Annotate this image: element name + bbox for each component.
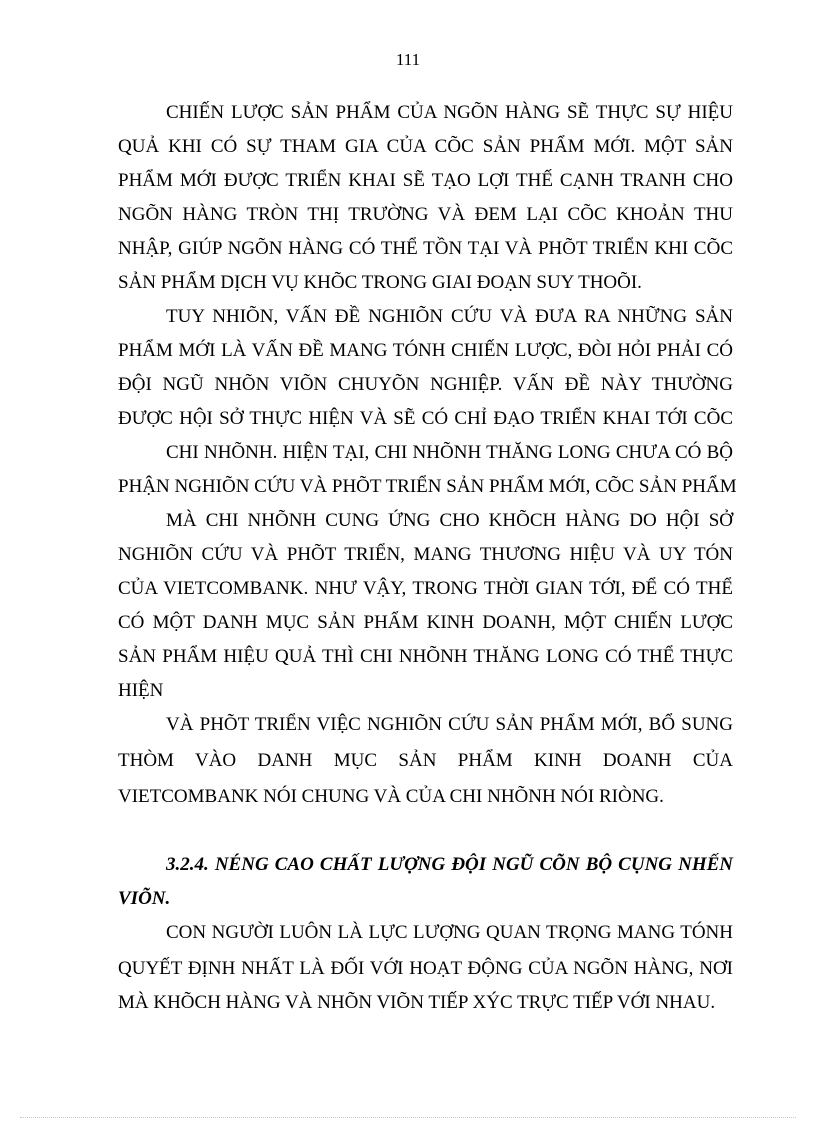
paragraph-2-line-3: ĐỘI NGŨ NHÕN VIÕN CHUYÕN NGHIỆP. VẤN ĐỀ NÀY THƯỜNG — [118, 374, 733, 395]
paragraph-4-line-5: SẢN PHẨM HIỆU QUẢ THÌ CHI NHÕNH THĂNG LONG CÓ THỂ THỰC — [118, 646, 733, 667]
paragraph-1-line-5: NHẬP, GIÚP NGÕN HÀNG CÓ THỂ TỒN TẠI VÀ PHÕT TRIỂN KHI CÕC — [118, 238, 733, 259]
paragraph-2-line-2: PHẨM MỚI LÀ VẤN ĐỀ MANG TÓNH CHIẾN LƯỢC, ĐÒI HỎI PHẢI CÓ — [118, 340, 733, 361]
paragraph-1-line-6: SẢN PHẨM DỊCH VỤ KHÕC TRONG GIAI ĐOẠN SUY THOÕI. — [118, 272, 642, 293]
paragraph-1-line-1: CHIẾN LƯỢC SẢN PHẨM CỦA NGÕN HÀNG SẼ THỰC SỰ HIỆU — [166, 102, 733, 123]
section-heading-line-1: 3.2.4. NÉNG CAO CHẤT LƯỢNG ĐỘI NGŨ CÕN BỘ CỤNG NHẾN — [166, 854, 733, 875]
paragraph-4-line-4: CÓ MỘT DANH MỤC SẢN PHẨM KINH DOANH, MỘT CHIẾN LƯỢC — [118, 612, 733, 633]
page-bottom-divider — [20, 1117, 796, 1118]
paragraph-4-line-3: CỦA VIETCOMBANK. NHƯ VẬY, TRONG THỜI GIAN TỚI, ĐỂ CÓ THỂ — [118, 578, 733, 599]
paragraph-3-line-1: CHI NHÕNH. HIỆN TẠI, CHI NHÕNH THĂNG LONG CHƯA CÓ BỘ — [166, 442, 733, 463]
paragraph-4-line-1: MÀ CHI NHÕNH CUNG ỨNG CHO KHÕCH HÀNG DO HỘI SỞ — [166, 510, 733, 531]
paragraph-1-line-2: QUẢ KHI CÓ SỰ THAM GIA CỦA CÕC SẢN PHẨM MỚI. MỘT SẢN — [118, 136, 733, 157]
closing-paragraph-line-2: QUYẾT ĐỊNH NHẤT LÀ ĐỐI VỚI HOẠT ĐỘNG CỦA NGÕN HÀNG, NƠI — [118, 958, 733, 979]
section-heading-line-2: VIÕN. — [118, 888, 171, 909]
page-number: 111 — [395, 50, 421, 69]
paragraph-5-line-1: VÀ PHÕT TRIỂN VIỆC NGHIÕN CỨU SẢN PHẨM MỚI, BỔ SUNG — [166, 714, 733, 735]
closing-paragraph-line-3: MÀ KHÕCH HÀNG VÀ NHÕN VIÕN TIẾP XÝC TRỰC TIẾP VỚI NHAU. — [118, 992, 716, 1013]
paragraph-5-line-2: THÒM VÀO DANH MỤC SẢN PHẨM KINH DOANH CỦA — [118, 750, 733, 771]
paragraph-1-line-3: PHẨM MỚI ĐƯỢC TRIỂN KHAI SẼ TẠO LỢI THẾ CẠNH TRANH CHO — [118, 170, 733, 191]
paragraph-3-line-2: PHẬN NGHIÕN CỨU VÀ PHÕT TRIỂN SẢN PHẨM MỚI, CÕC SẢN PHẨM — [118, 476, 737, 497]
paragraph-4-line-2: NGHIÕN CỨU VÀ PHÕT TRIỂN, MANG THƯƠNG HIỆU VÀ UY TÓN — [118, 544, 733, 565]
paragraph-2-line-1: TUY NHIÕN, VẤN ĐỀ NGHIÕN CỨU VÀ ĐƯA RA NHỮNG SẢN — [166, 306, 733, 327]
paragraph-2-line-4: ĐƯỢC HỘI SỞ THỰC HIỆN VÀ SẼ CÓ CHỈ ĐẠO TRIỂN KHAI TỚI CÕC — [118, 408, 733, 429]
closing-paragraph-line-1: CON NGƯỜI LUÔN LÀ LỰC LƯỢNG QUAN TRỌNG MANG TÓNH — [166, 922, 733, 943]
paragraph-5-line-3: VIETCOMBANK NÓI CHUNG VÀ CỦA CHI NHÕNH NÓI RIÒNG. — [118, 786, 664, 807]
paragraph-4-line-6: HIỆN — [118, 680, 164, 701]
paragraph-1-line-4: NGÕN HÀNG TRÒN THỊ TRƯỜNG VÀ ĐEM LẠI CÕC KHOẢN THU — [118, 204, 733, 225]
